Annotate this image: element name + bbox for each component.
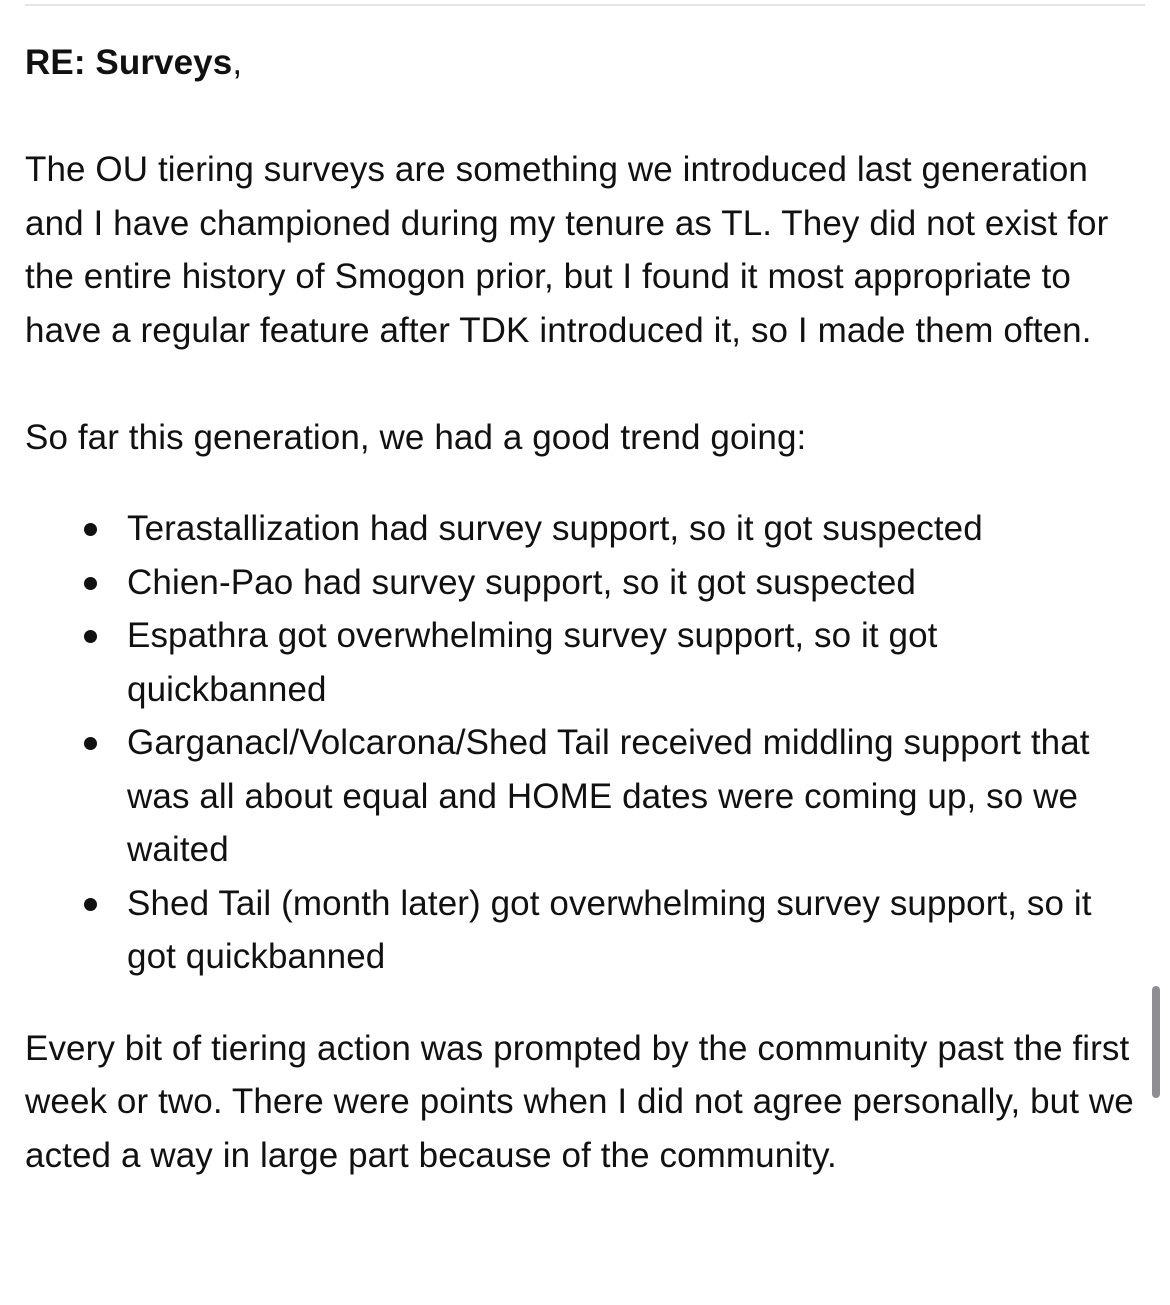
- bullet-icon: [84, 630, 97, 643]
- list-item: [25, 716, 1137, 877]
- post-body: [25, 36, 1137, 1182]
- post-heading: [25, 36, 1137, 90]
- list-item-text: Shed Tail (month later) got overwhelming survey support, so it got quickbanned: [127, 883, 1092, 976]
- bullet-icon: [84, 737, 97, 750]
- list-item: [25, 609, 1137, 716]
- list-item: [25, 502, 1137, 556]
- scrollbar-thumb[interactable]: [1152, 986, 1160, 1098]
- spacer: [25, 357, 1137, 411]
- list-item-text: Garganacl/Volcarona/Shed Tail received middling support that was all about equal and HOME dates were coming up, so we waited: [127, 723, 1090, 869]
- list-item-text: Terastallization had survey support, so it got suspected: [127, 509, 983, 548]
- list-item-text: Espathra got overwhelming survey support, so it got quickbanned: [127, 616, 938, 709]
- paragraph-trend: So far this generation, we had a good trend going:: [25, 417, 807, 457]
- bullet-icon: [84, 898, 97, 911]
- list-item-text: Chien-Pao had survey support, so it got suspected: [127, 562, 916, 602]
- bullet-icon: [84, 523, 97, 536]
- spacer: [25, 90, 1137, 144]
- list-item: [25, 556, 1137, 610]
- post-heading-bold: RE: Surveys: [25, 43, 233, 82]
- list-item: [25, 877, 1137, 984]
- paragraph-intro: The OU tiering surveys are something we introduced last generation and I have championed during my tenure as TL. They did not exist for the entire history of Smogon prior, but I found it most appropriate to have a regular feature after TDK introduced it, so I made them often.: [25, 150, 1109, 350]
- paragraph-community: Every bit of tiering action was prompted by the community past the first week or two. There were points when I did not agree personally, but we acted a way in large part because of the community.: [25, 1028, 1134, 1175]
- bullet-icon: [84, 577, 97, 590]
- top-divider: [25, 4, 1145, 6]
- post-heading-suffix: ,: [232, 43, 243, 82]
- bullet-list: [25, 502, 1137, 984]
